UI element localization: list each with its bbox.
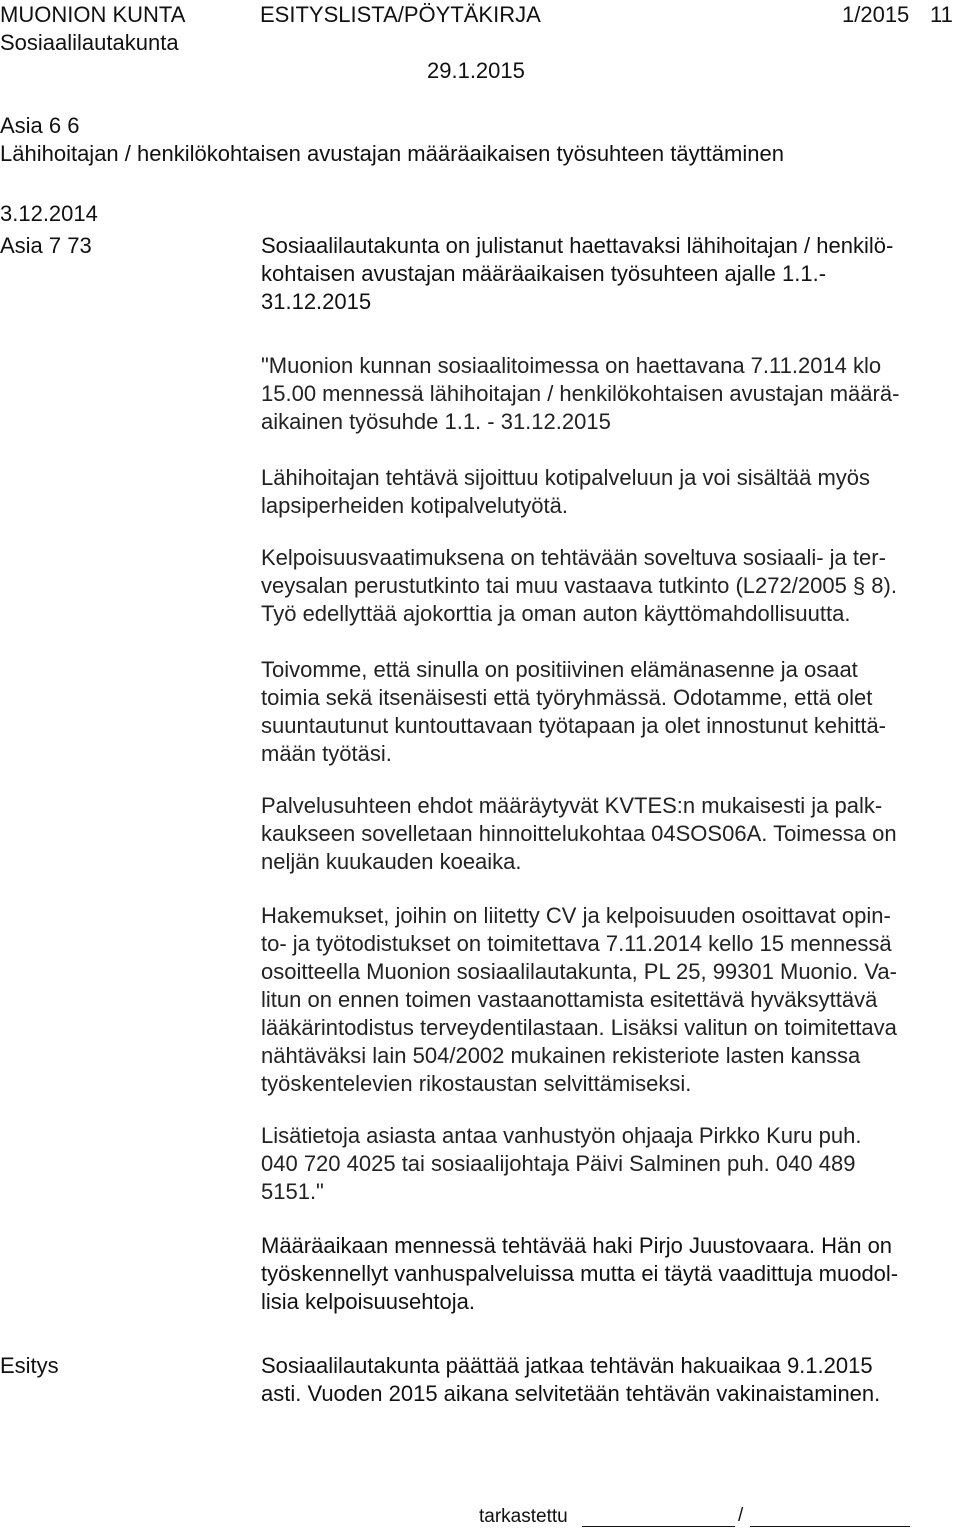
header-doc-type: ESITYSLISTA/PÖYTÄKIRJA — [260, 2, 541, 27]
header-date: 29.1.2015 — [427, 58, 525, 83]
intro-paragraph — [261, 232, 960, 316]
text-line: Palvelusuhteen ehdot määräytyvät KVTES:n mukaisesti ja palk- — [261, 793, 883, 818]
text-line: osoitteella Muonion sosiaalilautakunta, PL 25, 99301 Muonio. Va- — [261, 959, 897, 984]
text-line: suuntautunut kuntouttavaan työtapaan ja olet innostunut kehittä- — [261, 713, 887, 738]
summary-paragraph — [261, 1232, 960, 1316]
signature-line-2 — [750, 1526, 910, 1527]
text-line: työskentelevien rikostaustan selvittämiseksi. — [261, 1071, 692, 1096]
text-line: Määräaikaan mennessä tehtävää haki Pirjo Juustovaara. Hän on — [261, 1233, 893, 1258]
announcement-paragraph-3 — [261, 656, 960, 768]
text-line: neljän kuukauden koeaika. — [261, 849, 522, 874]
checked-label: tarkastettu — [479, 1506, 568, 1527]
text-line: to- ja työtodistukset on toimitettava 7.11.2014 kello 15 mennessä — [261, 931, 892, 956]
text-line: Työ edellyttää ajokorttia ja oman auton käyttömahdollisuutta. — [261, 601, 851, 626]
text-line: lapsiperheiden kotipalvelutyötä. — [261, 493, 568, 518]
announcement-paragraph-4 — [261, 792, 960, 876]
text-line: Kelpoisuusvaatimuksena on tehtävään soveltuva sosiaali- ja ter- — [261, 545, 886, 570]
case-ref: Asia 7 73 — [0, 233, 92, 258]
text-line: veysalan perustutkinto tai muu vastaava tutkinto (L272/2005 § 8). — [261, 573, 897, 598]
text-line: Hakemukset, joihin on liitetty CV ja kelpoisuuden osoittavat opin- — [261, 903, 891, 928]
text-line: aikainen työsuhde 1.1. - 31.12.2015 — [261, 409, 611, 434]
text-line: kohtaisen avustajan määräaikaisen työsuhteen ajalle 1.1.- — [261, 261, 827, 286]
text-line: kaukseen sovelletaan hinnoittelukohtaa 04SOS06A. Toimessa on — [261, 821, 897, 846]
text-line: 15.00 mennessä lähihoitajan / henkilökohtaisen avustajan määrä- — [261, 381, 900, 406]
text-line: 040 720 4025 tai sosiaalijohtaja Päivi Salminen puh. 040 489 — [261, 1151, 856, 1176]
header-municipality: MUONION KUNTA — [0, 2, 186, 27]
announcement-paragraph-1 — [261, 464, 960, 520]
text-line: Sosiaalilautakunta on julistanut haettavaksi lähihoitajan / henkilö- — [261, 233, 894, 258]
header-body: Sosiaalilautakunta — [0, 30, 179, 55]
document-title: Lähihoitajan / henkilökohtaisen avustajan määräaikaisen työsuhteen täyttäminen — [0, 141, 784, 166]
text-line: 31.12.2015 — [261, 289, 372, 314]
text-line: mään työtäsi. — [261, 741, 392, 766]
text-line: lääkärintodistus terveydentilastaan. Lisäksi valitun on toimitettava — [261, 1015, 897, 1040]
slash-separator: / — [738, 1505, 744, 1526]
text-line: Lisätietoja asiasta antaa vanhustyön ohjaaja Pirkko Kuru puh. — [261, 1123, 862, 1148]
text-line: Lähihoitajan tehtävä sijoittuu kotipalveluun ja voi sisältää myös — [261, 465, 871, 490]
signature-line-1 — [582, 1526, 735, 1527]
text-line: lisia kelpoisuusehtoja. — [261, 1289, 476, 1314]
text-line: litun on ennen toimen vastaanottamista esitettävä hyväksyttävä — [261, 987, 878, 1012]
text-line: toimia sekä itsenäisesti että työryhmässä. Odotamme, että olet — [261, 685, 873, 710]
case-date: 3.12.2014 — [0, 201, 98, 226]
announcement-paragraph-2 — [261, 544, 960, 628]
text-line: "Muonion kunnan sosiaalitoimessa on haettavana 7.11.2014 klo — [261, 353, 882, 378]
text-line: Toivomme, että sinulla on positiivinen elämänasenne ja osaat — [261, 657, 858, 682]
announcement-paragraph-6 — [261, 1122, 960, 1206]
header-number: 1/2015 — [842, 2, 910, 27]
text-line: 5151." — [261, 1179, 324, 1204]
text-line: Sosiaalilautakunta päättää jatkaa tehtävän hakuaikaa 9.1.2015 — [261, 1353, 873, 1378]
text-line: asti. Vuoden 2015 aikana selvitetään tehtävän vakinaistaminen. — [261, 1381, 881, 1406]
header-page: 11 — [930, 2, 953, 27]
text-line: työskennellyt vanhuspalveluissa mutta ei täytä vaadittuja muodol- — [261, 1261, 899, 1286]
announcement-heading — [261, 352, 960, 436]
case-line: Asia 6 6 — [0, 113, 80, 138]
proposal-paragraph — [261, 1352, 960, 1408]
announcement-paragraph-5 — [261, 902, 960, 1098]
proposal-label: Esitys — [0, 1353, 59, 1378]
text-line: nähtäväksi lain 504/2002 mukainen rekisteriote lasten kanssa — [261, 1043, 861, 1068]
